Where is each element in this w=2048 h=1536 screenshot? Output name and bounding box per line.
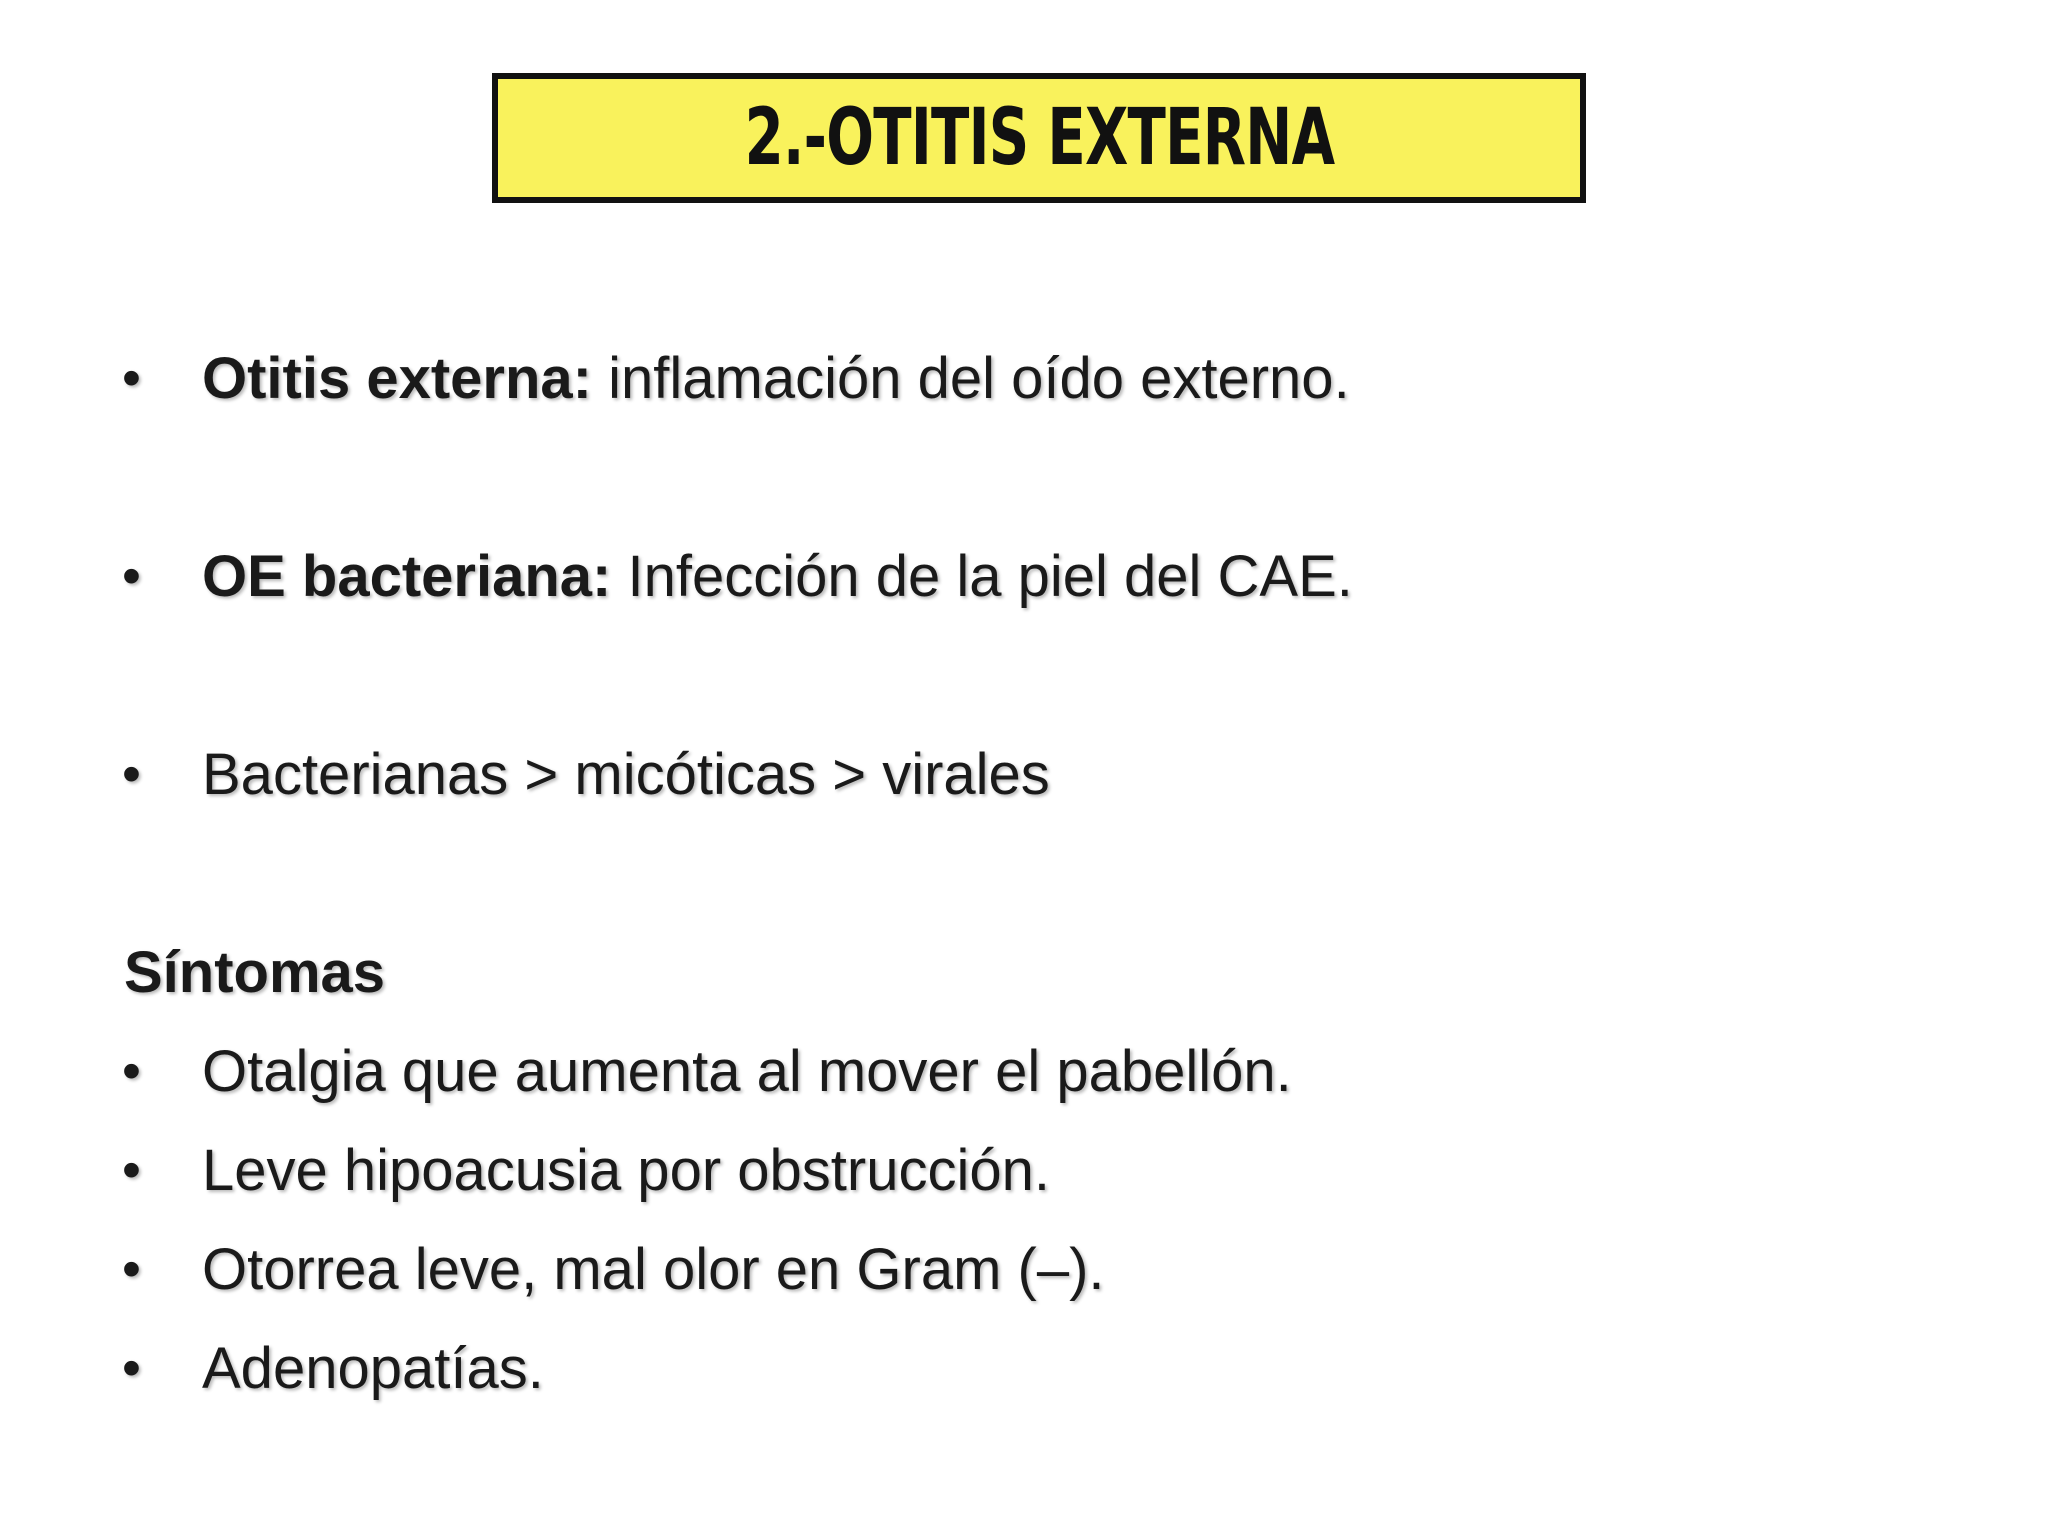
symptom-text: Adenopatías. — [202, 1335, 544, 1401]
symptom-text: Leve hipoacusia por obstrucción. — [202, 1137, 1050, 1203]
symptom-text: Otalgia que aumenta al mover el pabellón. — [202, 1038, 1292, 1104]
bullet-text — [202, 543, 1353, 610]
bullet-text — [202, 345, 1350, 412]
bullet-term: OE bacteriana: — [202, 543, 612, 609]
bullet-icon: • — [122, 348, 141, 408]
bullet-icon: • — [122, 546, 141, 606]
bullet-icon: • — [122, 1239, 141, 1299]
bullet-icon: • — [122, 1338, 141, 1398]
bullet-description: Infección de la piel del CAE. — [611, 543, 1353, 609]
bullet-icon: • — [122, 1041, 141, 1101]
bullet-icon: • — [122, 1140, 141, 1200]
title-box — [492, 73, 1586, 203]
bullet-description: inflamación del oído externo. — [592, 345, 1350, 411]
bullet-term: Otitis externa: — [202, 345, 592, 411]
slide-title: 2.-OTITIS EXTERNA — [744, 93, 1334, 183]
bullet-icon: • — [122, 744, 141, 804]
symptom-text: Otorrea leve, mal olor en Gram (–). — [202, 1236, 1105, 1302]
bullet-text: Bacterianas > micóticas > virales — [202, 741, 1050, 807]
symptoms-heading: Síntomas — [124, 939, 386, 1005]
